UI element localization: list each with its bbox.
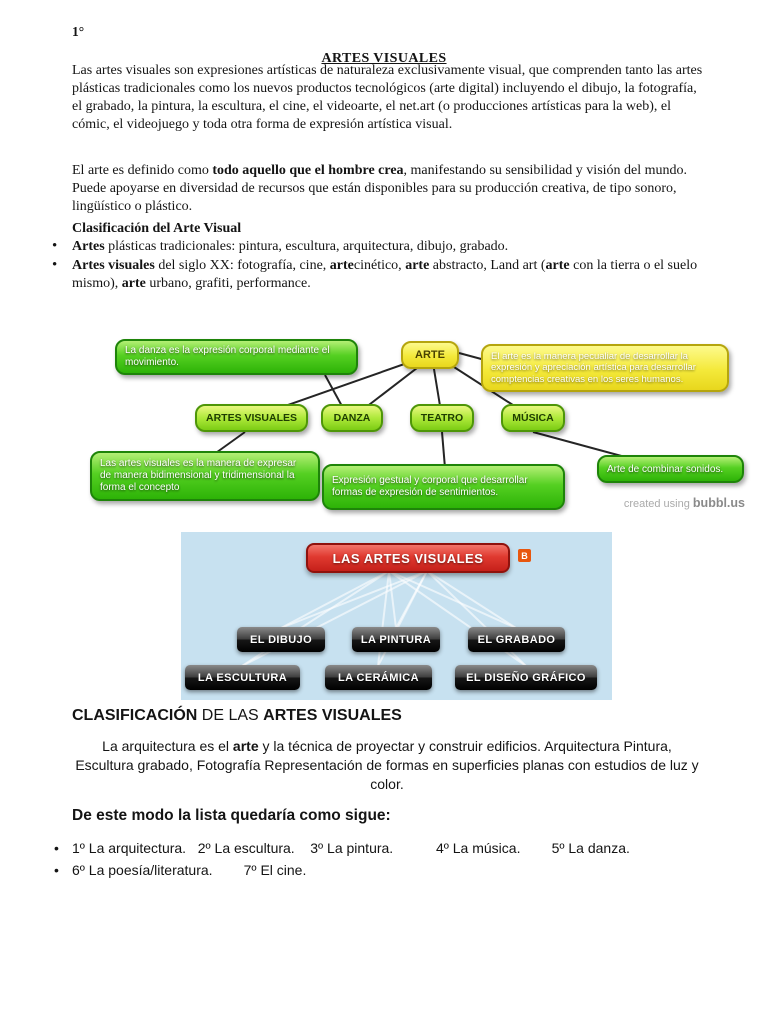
node-la-pintura: LA PINTURA bbox=[352, 627, 440, 652]
node-el-dibujo: EL DIBUJO bbox=[237, 627, 325, 652]
node-teatro-description: Expresión gestual y corporal que desarrollar formas de expresión de sentimientos. bbox=[322, 464, 565, 510]
classification-paragraph: La arquitectura es el arte y la técnica de proyectar y construir edificios. Arquitectura Pintura, Escultura grabado, Fotografía Representación de formas en superficies planas con estudios de luz y color. bbox=[75, 738, 699, 792]
node-artes-visuales-description: Las artes visuales es la manera de expresar de manera bidimensional y tridimensional la forma el concepto bbox=[90, 451, 320, 501]
list-item-6-to-7: • 6º La poesía/literatura. 7º El cine. bbox=[48, 859, 712, 881]
node-teatro: TEATRO bbox=[410, 404, 474, 432]
intro-paragraph-2: El arte es definido como todo aquello que el hombre crea, manifestando su sensibilidad y visión del mundo. Puede apoyarse en diversidad de recursos que están disponibles para su producción creativa, de tipo sonoro, lingüístico o plástico. bbox=[72, 163, 688, 214]
root-node-las-artes-visuales: LAS ARTES VISUALES bbox=[306, 543, 510, 573]
watermark-prefix: created using bbox=[623, 498, 693, 510]
node-musica: MÚSICA bbox=[501, 404, 565, 432]
node-danza: DANZA bbox=[321, 404, 383, 432]
bullet-item-artes-plasticas: • Artes plásticas tradicionales: pintura, escultura, arquitectura, dibujo, grabado. bbox=[48, 238, 704, 256]
node-artes-visuales: ARTES VISUALES bbox=[195, 404, 308, 432]
watermark-brand: bubbl.us bbox=[692, 496, 745, 510]
node-musica-description: Arte de combinar sonidos. bbox=[597, 455, 744, 483]
classification-list bbox=[48, 837, 712, 881]
node-arte: ARTE bbox=[401, 341, 459, 369]
node-el-diseno-grafico: EL DISEÑO GRÁFICO bbox=[455, 665, 597, 690]
heading-lista-quedaria: De este modo la lista quedaría como sigue: bbox=[72, 807, 391, 824]
node-danza-description: La danza es la expresión corporal mediante el movimiento. bbox=[115, 339, 358, 375]
artes-visuales-mindmap bbox=[181, 532, 612, 700]
list-item-1-to-5: • 1º La arquitectura. 2º La escultura. 3º La pintura. 4º La música. 5º La danza. bbox=[48, 837, 712, 859]
bubbl-badge-icon: B bbox=[518, 549, 531, 562]
intro-paragraph-1: Las artes visuales son expresiones artísticas de naturaleza exclusivamente visual, que comprenden tanto las artes plásticas tradicionales como los nuevos productos tecnológicos (arte digital) incluyendo el dibujo, la fotografía, el grabado, la pintura, la escultura, el cine, el videoarte, el net.art (o producciones artísticas para la web), el cómic, el videojuego y toda otra forma de expresión artística visual. bbox=[72, 63, 703, 132]
intro-bullet-list bbox=[48, 238, 704, 294]
bubbl-us-watermark bbox=[624, 496, 745, 510]
concept-map-diagram bbox=[85, 328, 745, 524]
page-title: ARTES VISUALES bbox=[321, 51, 447, 67]
bullet-item-artes-visuales-siglo-xx: • Artes visuales del siglo XX: fotografía, cine, artecinético, arte abstracto, Land art (arte con la tierra o el suelo mismo), arte urbano, grafiti, performance. bbox=[48, 257, 704, 293]
heading-clasificacion-de-las-artes-visuales: CLASIFICACIÓN DE LAS ARTES VISUALES bbox=[72, 707, 402, 724]
node-el-grabado: EL GRABADO bbox=[468, 627, 565, 652]
node-arte-description: El arte es la manera pecualiar de desarrollar la expresión y apreciación artística para desarrollar comptencias creativas en los seres humanos. bbox=[481, 344, 729, 392]
node-la-escultura: LA ESCULTURA bbox=[185, 665, 300, 690]
section-heading-clasificacion-arte-visual: Clasificación del Arte Visual bbox=[72, 221, 242, 236]
node-la-ceramica: LA CERÁMICA bbox=[325, 665, 432, 690]
page-corner-label: 1° bbox=[72, 24, 85, 39]
